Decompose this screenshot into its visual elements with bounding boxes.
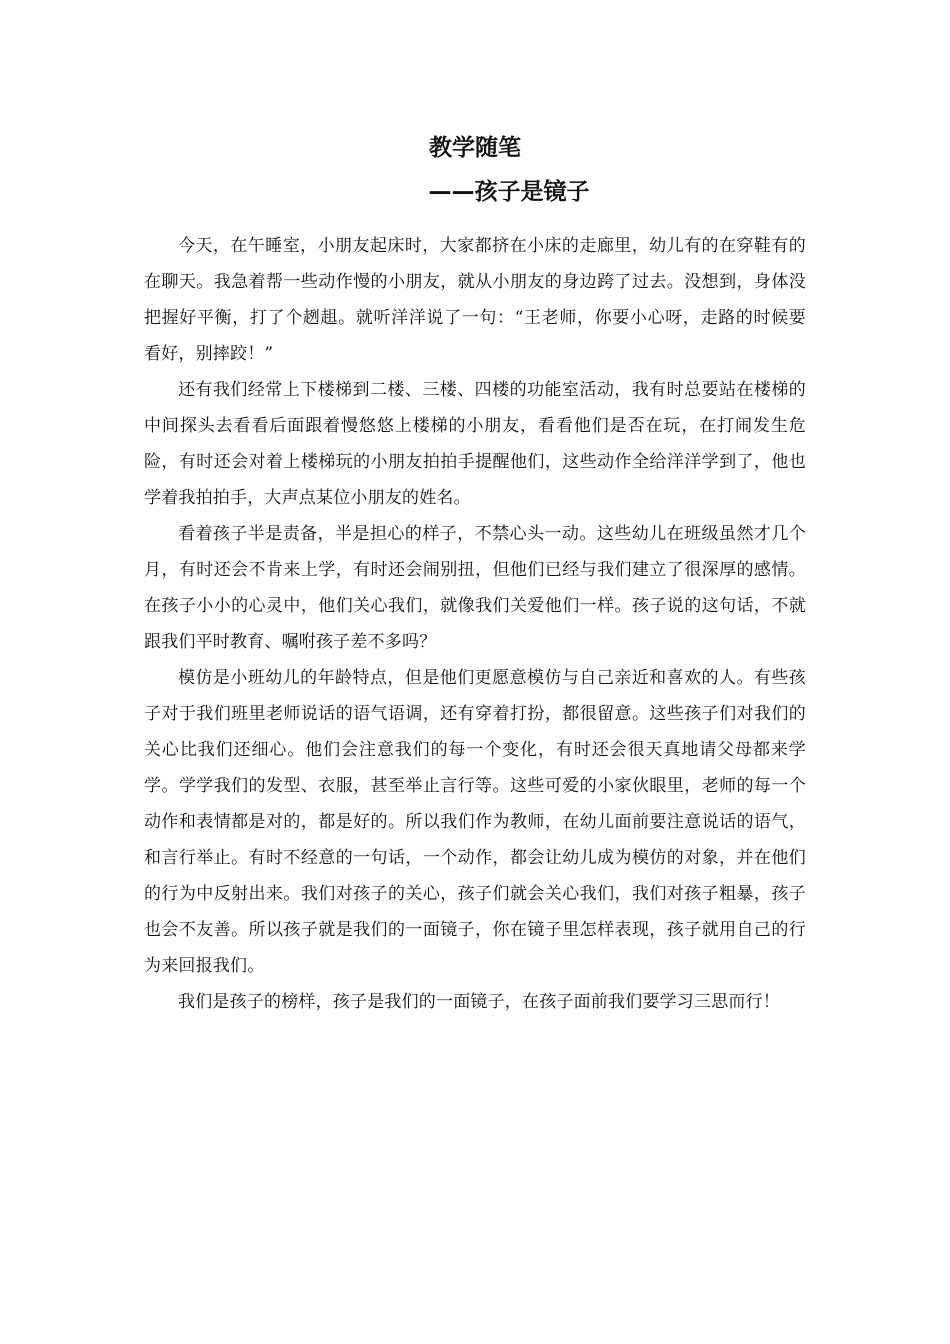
paragraph-3: 看着孩子半是责备，半是担心的样子，不禁心头一动。这些幼儿在班级虽然才几个月，有时还会不肯来上学，有时还会闹别扭，但他们已经与我们建立了很深厚的感情。在孩子小小的心灵中，他们关心我们，就像我们关爱他们一样。孩子说的这句话，不就跟我们平时教育、嘱咐孩子差不多吗？ <box>144 524 806 652</box>
page-title: 教学随笔 <box>429 135 521 161</box>
paragraph-1: 今天，在午睡室，小朋友起床时，大家都挤在小床的走廊里，幼儿有的在穿鞋有的在聊天。我急着帮一些动作慢的小朋友，就从小朋友的身边跨了过去。没想到，身体没把握好平衡，打了个趔趄。就听洋洋说了一句：“王老师，你要小心呀，走路的时候要看好，别摔跤！” <box>144 236 806 364</box>
page-subtitle: ——孩子是镜子 <box>428 179 590 205</box>
paragraph-4: 模仿是小班幼儿的年龄特点，但是他们更愿意模仿与自己亲近和喜欢的人。有些孩子对于我们班里老师说话的语气语调，还有穿着打扮，都很留意。这些孩子们对我们的关心比我们还细心。他们会注意我们的每一个变化，有时还会很天真地请父母都来学学。学学我们的发型、衣服，甚至举止言行等。这些可爱的小家伙眼里，老师的每一个动作和表情都是对的，都是好的。所以我们作为教师，在幼儿面前要注意说话的语气，和言行举止。有时不经意的一句话，一个动作，都会让幼儿成为模仿的对象，并在他们的行为中反射出来。我们对孩子的关心，孩子们就会关心我们，我们对孩子粗暴，孩子也会不友善。所以孩子就是我们的一面镜子，你在镜子里怎样表现，孩子就用自己的行为来回报我们。 <box>144 668 806 976</box>
document-body <box>144 128 806 1020</box>
paragraph-2: 还有我们经常上下楼梯到二楼、三楼、四楼的功能室活动，我有时总要站在楼梯的中间探头去看看后面跟着慢悠悠上楼梯的小朋友，看看他们是否在玩，在打闹发生危险，有时还会对着上楼梯玩的小朋友拍拍手提醒他们，这些动作全给洋洋学到了，他也学着我拍拍手，大声点某位小朋友的姓名。 <box>144 380 806 508</box>
paragraph-5: 我们是孩子的榜样，孩子是我们的一面镜子，在孩子面前我们要学习三思而行！ <box>178 992 780 1012</box>
